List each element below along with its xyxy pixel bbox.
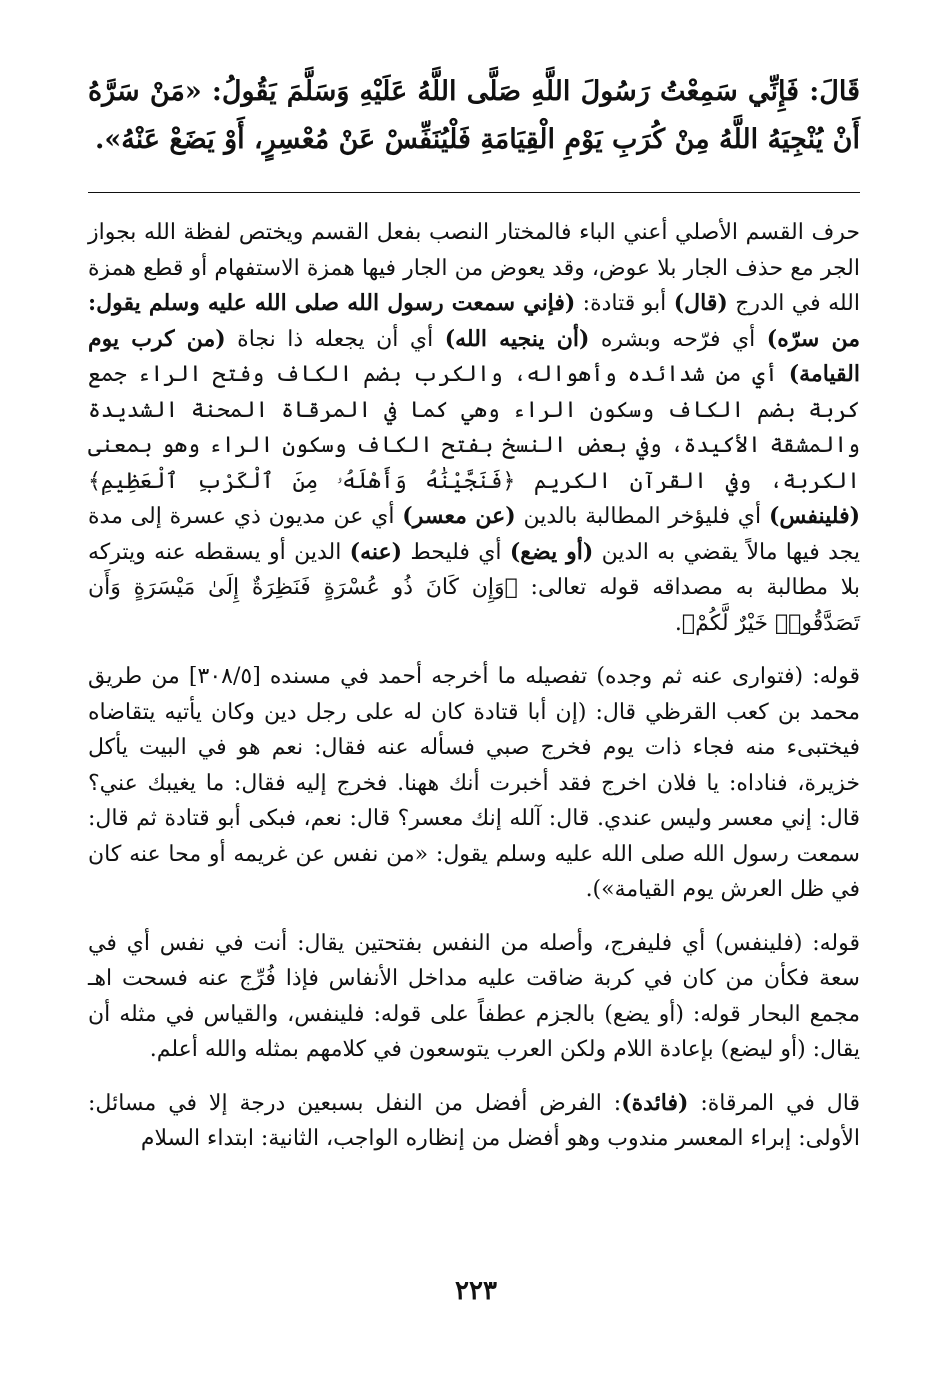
quoted-term: (أو يضع): [509, 538, 594, 565]
commentary-text: أي فليؤخر المطالبة بالدين: [515, 504, 769, 529]
commentary-text: أي من شدائده وأهواله، والكرب بضم الكاف وفتح الراء جمع كربة بضم الكاف وسكون الراء وهي كما في المرقاة المحنة الشديدة والمشقة الأكيدة، وفي بعض النسخ بفتح الكاف وسكون الراء وهو بمعنى الكربة، وفي القرآن الكريم ﴿فَنَجَّيْنَٰهُ وَأَهْلَهُۥ مِنَ ٱلْكَرْبِ ٱلْعَظِيمِ﴾: [88, 362, 860, 494]
commentary-text: : الفرض أفضل من النفل بسبعين درجة إلا في مسائل: الأولى: إبراء المعسر مندوب وهو أفضل من إنظاره الواجب، الثانية: ابتداء السلام: [88, 1090, 860, 1151]
quoted-term: (من كرب يوم القيامة): [88, 325, 860, 387]
commentary-paragraph: [88, 659, 860, 908]
commentary-text: أي أن يجعله ذا نجاة: [225, 326, 445, 352]
page-number: ٢٢٣: [455, 1276, 497, 1306]
quoted-term: (أن ينجيه الله): [444, 325, 590, 352]
commentary-paragraph: [88, 215, 860, 641]
quoted-term: (فائدة): [621, 1089, 689, 1116]
footnote-divider: [88, 192, 860, 193]
commentary-section: [88, 215, 860, 1157]
commentary-paragraph: [88, 926, 860, 1068]
commentary-text: أي فرّحه وبشره: [589, 326, 767, 352]
quoted-term: (عنه): [349, 538, 403, 565]
commentary-text: حرف القسم الأصلي أعني الباء فالمختار النصب بفعل القسم ويختص لفظة الله بجواز الجر مع حذف الجار بلا عوض، وقد يعوض من الجار فيها همزة الاستفهام أو قطع همزة الله في الدرج: [88, 220, 860, 316]
commentary-paragraph: [88, 1086, 860, 1157]
commentary-text: قال في المرقاة:: [688, 1090, 860, 1116]
commentary-text: الدين أو يسقطه عنه ويتركه بلا مطالبة به مصداقه قوله تعالى: ﴿وَإِن كَانَ ذُو عُسْرَةٍ فَنَظِرَةٌ إِلَىٰ مَيْسَرَةٍ وَأَن تَصَدَّقُوا۟ خَيْرٌ لَّكُمْ﴾.: [88, 539, 860, 636]
hadith-line-2: مِنْ كُرَبِ يَوْمِ الْقِيَامَةِ فَلْيُنَفِّسْ عَنْ مُعْسِرٍ، أَوْ يَضَعْ عَنْهُ».: [95, 124, 710, 155]
commentary-text: أبو قتادة:: [575, 291, 674, 316]
quoted-term: (فلينفس): [768, 503, 861, 529]
quoted-term: (قال): [673, 290, 728, 316]
commentary-text: قوله: (فتوارى عنه ثم وجده) تفصيله ما أخرجه أحمد في مسنده [٣٠٨/٥] من طريق محمد بن كعب القرظي قال: (إن أبا قتادة كان له على رجل دين وكان يأتيه يتقاضاه فيختبىء منه فجاء ذات يوم فخرج صبي فسأله عنه فقال: نعم هو في البيت يأكل خزيرة، فناداه: يا فلان اخرج فقد أخبرت أنك ههنا. فخرج إليه فقال: ما يغيبك عني؟ قال: إني معسر وليس عندي. قال: آلله إنك معسر؟ قال: نعم، فبكى أبو قتادة ثم قال: سمعت رسول الله صلى الله عليه وسلم يقول: «من نفس عن غريمه أو محا عنه كان في ظل العرش يوم القيامة»).: [88, 664, 861, 902]
hadith-text: [88, 68, 860, 164]
quoted-term: (عن معسر): [402, 503, 516, 529]
commentary-text: قوله: (فلينفس) أي فليفرج، وأصله من النفس بفتحتين يقال: أنت في نفس أي في سعة فكأن من كان في كربة ضاقت عليه مداخل الأنفاس فإذا فُرِّج عنه فسحت اهـ مجمع البحار قوله: (أو يضع) بالجزم عطفاً على قوله: فلينفس، والقياس في مثله أن يقال: (أو ليضع) بإعادة اللام ولكن العرب يتوسعون في كلامهم بمثله والله أعلم.: [88, 930, 860, 1062]
commentary-text: أي عن مديون ذي عسرة إلى مدة يجد فيها مالاً يقضي به الدين: [88, 504, 861, 565]
commentary-text: أي فليحط: [402, 539, 510, 565]
hadith-line-1: قَالَ: فَإِنِّي سَمِعْتُ رَسُولَ اللَّهِ صَلَّى اللَّهُ عَلَيْهِ وَسَلَّمَ يَقُولُ: «مَنْ سَرَّهُ أَنْ يُنْجِيَهُ اللَّهُ: [88, 76, 860, 155]
quoted-term: (فإني سمعت رسول الله صلى الله عليه وسلم يقول: من سرّه): [88, 290, 860, 352]
